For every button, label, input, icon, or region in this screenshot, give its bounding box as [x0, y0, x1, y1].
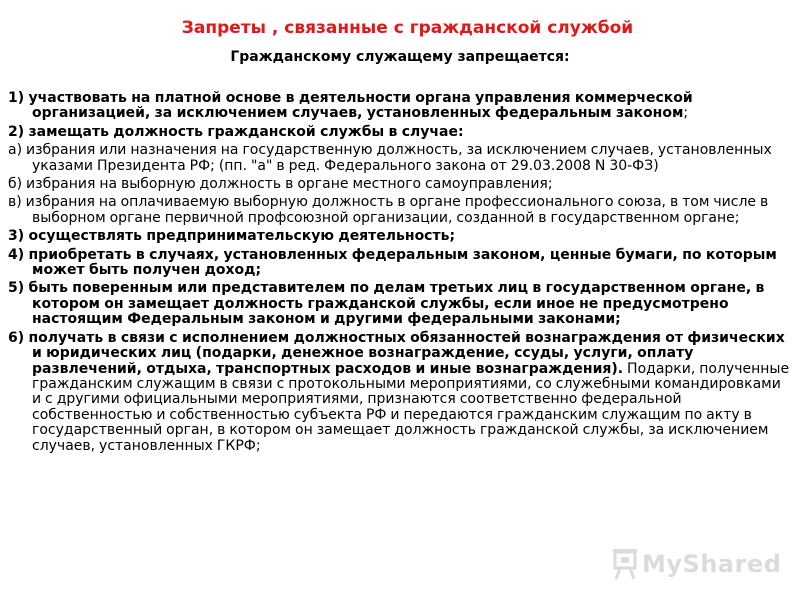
- item-bold-text: 1) участвовать на платной основе в деятельности органа управления коммерческой организацией, за исключением случаев, установленных федеральным законом: [8, 90, 693, 122]
- slide-title: Запреты , связанные с гражданской службой: [181, 18, 634, 38]
- watermark-text: MyShared: [642, 550, 782, 578]
- list-item-3: [8, 229, 793, 244]
- list-item-2a: [8, 143, 793, 174]
- list-item-2b: [8, 177, 793, 192]
- prohibitions-list: [8, 91, 793, 457]
- list-item-1: [8, 91, 793, 122]
- item-bold-text: 5) быть поверенным или представителем по делам третьих лиц в государственном органе, в котором он замещает должность гражданской службы, если иное не предусмотрено настоящим Федеральным законом и другими федеральными законами;: [8, 280, 765, 328]
- list-item-2: [8, 125, 793, 140]
- list-item-6: [8, 331, 793, 454]
- item-bold-text: 6) получать в связи с исполнением должностных обязанностей вознаграждения от физических и юридических лиц (подарки, денежное вознаграждение, ссуды, услуги, оплату развлечений, отдыха, транспортных расходов и иные вознаграждения).: [8, 329, 785, 377]
- item-bold-text: 3) осуществлять предпринимательскую деятельность;: [8, 228, 456, 245]
- item-normal-text: ;: [683, 105, 689, 122]
- item-bold-text: 4) приобретать в случаях, установленных федеральным законом, ценные бумаги, по которым может быть получен доход;: [8, 246, 777, 279]
- item-normal-text: Подарки, полученные гражданским служащим в связи с протокольными мероприятиями, со служебными командировками и с другими официальными мероприятиями, признаются соответственно федеральной собственностью и собственностью субъекта РФ и передаются гражданским служащим по акту в государственный орган, в котором он замещает должность гражданской службы, за исключением случаев, установленных ГКРФ;: [32, 360, 790, 454]
- list-item-5: [8, 281, 793, 327]
- item-normal-text: а) избрания или назначения на государственную должность, за исключением случаев, установленных указами Президента РФ; (пп. "а" в ред. Федерального закона от 29.03.2008 N 30-ФЗ): [8, 142, 772, 174]
- list-item-2c: [8, 195, 793, 226]
- slide-subtitle: Гражданскому служащему запрещается:: [230, 49, 570, 65]
- watermark: [612, 544, 792, 584]
- item-normal-text: в) избрания на оплачиваемую выборную должность в органе профессионального союза, в том числе в выборном органе первичной профсоюзной организации, созданной в государственном органе;: [8, 194, 769, 226]
- item-bold-text: 2) замещать должность гражданской службы в случае:: [8, 123, 464, 140]
- list-item-4: [8, 248, 793, 279]
- presentation-board-icon: [612, 546, 638, 580]
- item-normal-text: б) избрания на выборную должность в органе местного самоуправления;: [8, 176, 553, 193]
